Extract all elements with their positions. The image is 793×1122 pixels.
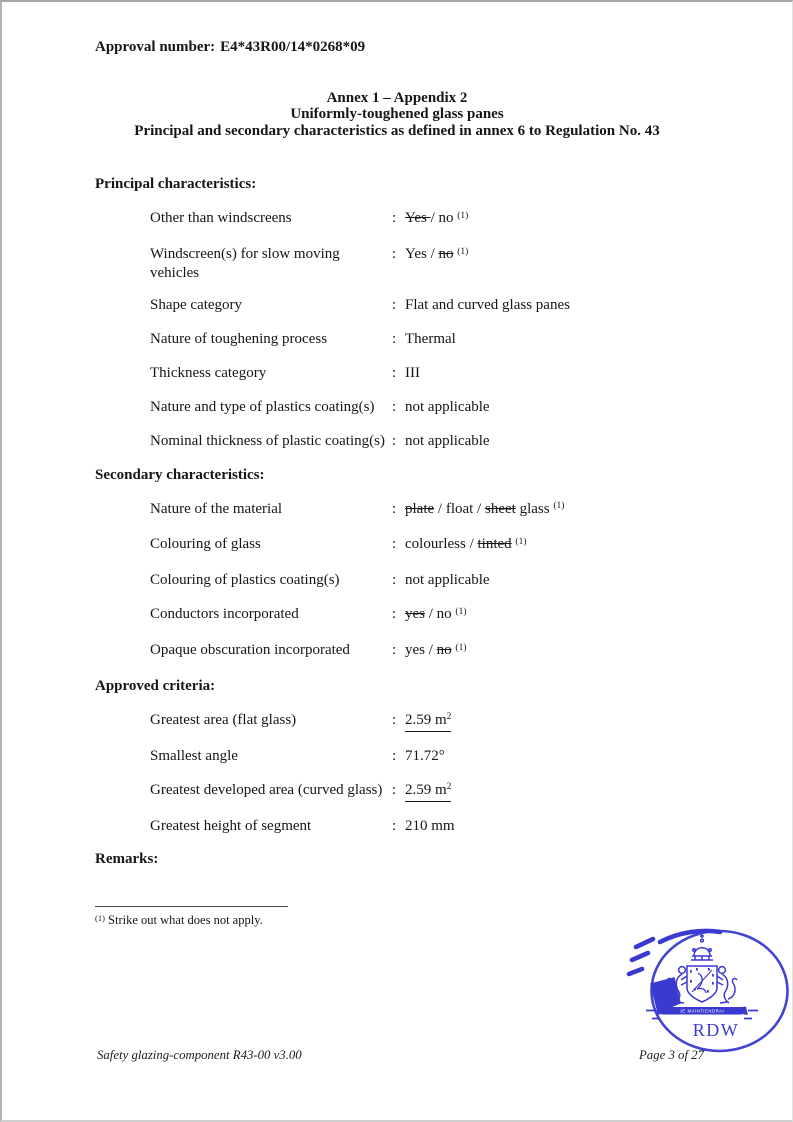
- row-label: Nominal thickness of plastic coating(s): [150, 432, 385, 449]
- row-conductors-incorporated: [150, 605, 709, 626]
- row-value: 2.59 $m^2$: [405, 781, 709, 802]
- row-plastic-coating-thickness: [150, 432, 709, 451]
- footnote: $^{(1)}$ Strike out what does not apply.: [95, 912, 263, 928]
- row-colon: :: [392, 711, 397, 728]
- row-colon: :: [392, 642, 397, 659]
- row-colon: :: [392, 210, 397, 227]
- row-label: Conductors incorporated: [150, 606, 299, 623]
- row-toughening-process: [150, 330, 709, 349]
- row-value: Thermal: [405, 331, 456, 348]
- footnote-separator: [95, 906, 288, 907]
- row-label: Smallest angle: [150, 747, 238, 764]
- row-colon: :: [392, 297, 397, 314]
- approval-number-value: E4*43R00/14*0268*09: [220, 39, 366, 55]
- rdw-text: RDW: [692, 1020, 740, 1040]
- row-greatest-height-segment: [150, 817, 709, 836]
- rdw-approval-stamp: [624, 922, 793, 1058]
- row-value: yes / no $^{(1)}$: [405, 642, 467, 659]
- row-shape-category: [150, 296, 709, 315]
- row-label: Thickness category: [150, 364, 267, 381]
- row-nature-of-material: [150, 500, 709, 521]
- row-colon: :: [392, 500, 397, 517]
- row-value: colourless / tinted $^{(1)}$: [405, 536, 527, 553]
- row-colon: :: [392, 364, 397, 381]
- row-label: Greatest developed area (curved glass): [150, 781, 383, 798]
- row-smallest-angle: [150, 747, 709, 766]
- row-thickness-category: [150, 364, 709, 383]
- row-greatest-area-flat: [150, 711, 709, 732]
- row-value: not applicable: [405, 432, 490, 449]
- row-colon: :: [392, 781, 397, 798]
- row-label: Opaque obscuration incorporated: [150, 642, 350, 659]
- document-title: [95, 90, 699, 139]
- section-heading-principal: Principal characteristics:: [95, 176, 257, 193]
- row-label: Nature of the material: [150, 500, 283, 517]
- approval-number-line: [95, 38, 709, 57]
- section-heading-approved-criteria: Approved criteria:: [95, 677, 216, 694]
- row-value: plate / float / sheet glass $^{(1)}$: [405, 500, 565, 517]
- row-value: not applicable: [405, 572, 490, 589]
- row-colon: :: [392, 536, 397, 553]
- section-heading-secondary: Secondary characteristics:: [95, 466, 265, 483]
- row-colon: :: [392, 572, 397, 589]
- footer-document-id: Safety glazing-component R43-00 v3.00: [97, 1048, 302, 1062]
- row-label: Colouring of glass: [150, 536, 261, 553]
- row-label: Greatest height of segment: [150, 817, 312, 834]
- document-content: [95, 38, 709, 929]
- motto-text: JE MAINTIENDRAI: [679, 1008, 725, 1014]
- row-colon: :: [392, 747, 397, 764]
- row-colon: :: [392, 606, 397, 623]
- page-footer: [97, 1048, 704, 1063]
- row-colon: :: [392, 331, 397, 348]
- row-colon: :: [392, 432, 397, 449]
- row-value: 2.59 $m^2$: [405, 711, 709, 732]
- row-colon: :: [392, 817, 397, 834]
- row-label: Nature and type of plastics coating(s): [150, 398, 375, 415]
- row-windscreens-slow-moving: [150, 245, 709, 283]
- row-value: 71.72°: [405, 747, 445, 764]
- footer-page-number: Page 3 of 27: [638, 1048, 704, 1062]
- row-label: Colouring of plastics coating(s): [150, 572, 340, 589]
- row-value: III: [405, 364, 420, 381]
- shield-icon: [687, 966, 717, 1002]
- row-value: Flat and curved glass panes: [405, 297, 570, 314]
- lion-right-icon: [717, 967, 737, 1003]
- title-line-annex: Annex 1 – Appendix 2: [326, 90, 468, 106]
- row-colon: :: [392, 398, 397, 415]
- row-greatest-developed-area: [150, 781, 709, 802]
- row-plastics-coating-type: [150, 398, 709, 417]
- row-colouring-plastics-coating: [150, 571, 709, 590]
- title-line-subject: Uniformly-toughened glass panes: [290, 106, 504, 123]
- row-value: 210 mm: [405, 817, 455, 834]
- row-value: Yes / no $^{(1)}$: [405, 246, 469, 262]
- title-line-description: Principal and secondary characteristics as defined in annex 6 to Regulation No. 43: [134, 122, 660, 139]
- row-opaque-obscuration: [150, 641, 709, 662]
- row-label: Shape category: [150, 297, 243, 314]
- row-label-line2: vehicles: [150, 265, 200, 281]
- row-label: Greatest area (flat glass): [150, 711, 297, 728]
- approval-number-label: Approval number:: [95, 39, 216, 55]
- row-label: Nature of toughening process: [150, 331, 328, 348]
- row-label: Windscreen(s) for slow moving: [150, 246, 340, 262]
- row-other-than-windscreens: [150, 209, 709, 230]
- crown-icon: [691, 934, 713, 960]
- row-value: Yes / no $^{(1)}$: [405, 210, 469, 227]
- row-value: yes / no $^{(1)}$: [405, 606, 467, 623]
- row-colon: :: [392, 246, 397, 262]
- remarks-heading: Remarks:: [95, 851, 159, 868]
- row-value: not applicable: [405, 398, 490, 415]
- row-colouring-of-glass: [150, 535, 709, 556]
- row-label: Other than windscreens: [150, 210, 292, 227]
